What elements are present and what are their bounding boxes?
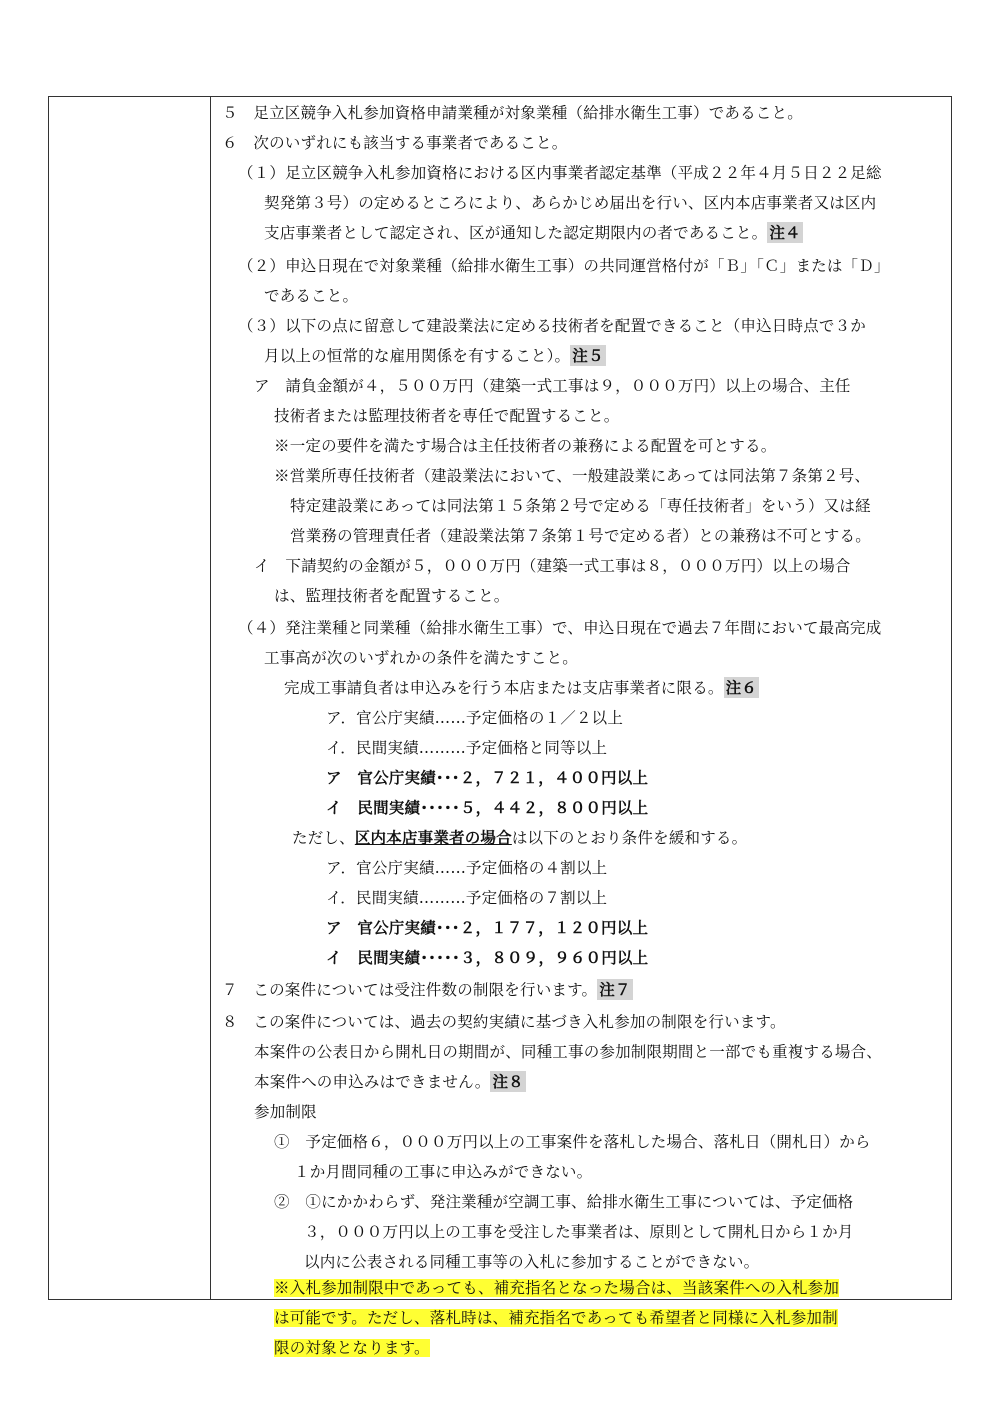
item-5: ５ 足立区競争入札参加資格申請業種が対象業種（給排水衛生工事）であること。 xyxy=(222,104,803,122)
item-8-line3: 本案件への申込みはできません。 注８ xyxy=(254,1072,524,1091)
restriction-2-line1: ② ①にかかわらず、発注業種が空調工事、給排水衛生工事については、予定価格 xyxy=(274,1193,854,1211)
relaxation-note: ただし、区内本店事業者の場合は以下のとおり条件を緩和する。 xyxy=(292,828,748,847)
item-6-3-a-line2: 技術者または監理技術者を専任で配置すること。 xyxy=(274,407,620,425)
item-6-3-remark2-line3: 営業務の管理責任者（建設業法第７条第１号で定める者）との兼務は不可とする。 xyxy=(290,527,871,545)
item-6-1-line3: 支店事業者として認定され、区が通知した認定期限内の者であること。 注４ xyxy=(264,223,801,242)
item-6-4-line1: （４）発注業種と同業種（給排水衛生工事）で、申込日現在で過去７年間において最高完成 xyxy=(238,619,882,637)
column-divider xyxy=(210,96,211,1300)
item-6-3-line1: （３）以下の点に留意して建設業法に定める技術者を配置できること（申込日時点で３か xyxy=(238,317,867,335)
note-5-badge: 注５ xyxy=(572,346,604,365)
item-6-3-remark1: ※一定の要件を満たす場合は主任技術者の兼務による配置を可とする。 xyxy=(274,437,777,455)
item-6-4-line2: 工事高が次のいずれかの条件を満たすこと。 xyxy=(264,649,579,667)
restriction-2-line2: ３，０００万円以上の工事を受注した事業者は、原則として開札日から１か月 xyxy=(304,1223,854,1241)
highlight-note-line1: ※入札参加制限中であっても、補充指名となった場合は、当該案件への入札参加 xyxy=(274,1279,840,1297)
amount-i-private: イ 民間実績･････５，４４２，８００円以上 xyxy=(326,798,649,817)
item-6: ６ 次のいずれにも該当する事業者であること。 xyxy=(222,134,568,152)
restriction-1-line2: １か月間同種の工事に申込みができない。 xyxy=(294,1163,593,1181)
item-6-1-line2: 契発第３号）の定めるところにより、あらかじめ届出を行い、区内本店事業者又は区内 xyxy=(264,194,877,212)
criteria-a-public: ア．官公庁実績……予定価格の１／２以上 xyxy=(326,709,624,727)
item-8: ８ この案件については、過去の契約実績に基づき入札参加の制限を行います。 xyxy=(222,1013,786,1031)
relaxed-i-private: イ．民間実績………予定価格の７割以上 xyxy=(326,889,608,907)
note-4-badge: 注４ xyxy=(769,223,801,242)
relaxed-amount-a: ア 官公庁実績･･･２，１７７，１２０円以上 xyxy=(326,918,649,937)
item-6-3-line2: 月以上の恒常的な雇用関係を有すること）。 注５ xyxy=(264,346,604,365)
criteria-i-private: イ．民間実績………予定価格と同等以上 xyxy=(326,739,608,757)
item-6-2-line1: （２）申込日現在で対象業種（給排水衛生工事）の共同運営格付が「Ｂ」「Ｃ」または「Ｄ」 xyxy=(238,257,890,275)
item-6-3-remark2-line2: 特定建設業にあっては同法第１５条第２号で定める「専任技術者」をいう）又は経 xyxy=(290,497,871,515)
item-8-line2: 本案件の公表日から開札日の期間が、同種工事の参加制限期間と一部でも重複する場合、 xyxy=(254,1043,883,1061)
item-6-1-line1: （１）足立区競争入札参加資格における区内事業者認定基準（平成２２年４月５日２２足総 xyxy=(238,164,882,182)
relaxed-a-public: ア．官公庁実績……予定価格の４割以上 xyxy=(326,859,608,877)
item-7: ７ この案件については受注件数の制限を行います。 注７ xyxy=(222,980,631,999)
item-6-4-condition: 完成工事請負者は申込みを行う本店または支店事業者に限る。 注６ xyxy=(284,678,758,697)
relaxed-amount-i: イ 民間実績･････３，８０９，９６０円以上 xyxy=(326,948,649,967)
note-8-badge: 注８ xyxy=(492,1072,524,1091)
item-6-2-line2: であること。 xyxy=(264,287,359,305)
restriction-2-line3: 以内に公表される同種工事等の入札に参加することができない。 xyxy=(304,1253,760,1271)
table-frame xyxy=(48,96,952,1300)
item-6-3-i-line1: イ 下請契約の金額が５，０００万円（建築一式工事は８，０００万円）以上の場合 xyxy=(254,557,851,575)
item-6-3-a-line1: ア 請負金額が４，５００万円（建築一式工事は９，０００万円）以上の場合、主任 xyxy=(254,377,851,395)
highlight-note-line2: は可能です。ただし、落札時は、補充指名であっても希望者と同様に入札参加制 xyxy=(274,1309,838,1327)
item-6-3-remark2-line1: ※営業所専任技術者（建設業法において、一般建設業にあっては同法第７条第２号、 xyxy=(274,467,871,485)
note-6-badge: 注６ xyxy=(725,678,758,697)
relaxation-underlined: 区内本店事業者の場合 xyxy=(354,828,512,847)
note-7-badge: 注７ xyxy=(599,980,631,999)
highlight-note-line3: 限の対象となります。 xyxy=(274,1339,430,1357)
amount-a-public: ア 官公庁実績･･･２，７２１，４００円以上 xyxy=(326,768,649,787)
restriction-1-line1: ① 予定価格６，０００万円以上の工事案件を落札した場合、落札日（開札日）から xyxy=(274,1133,871,1151)
restriction-heading: 参加制限 xyxy=(254,1103,317,1121)
item-6-3-i-line2: は、監理技術者を配置すること。 xyxy=(274,587,510,605)
